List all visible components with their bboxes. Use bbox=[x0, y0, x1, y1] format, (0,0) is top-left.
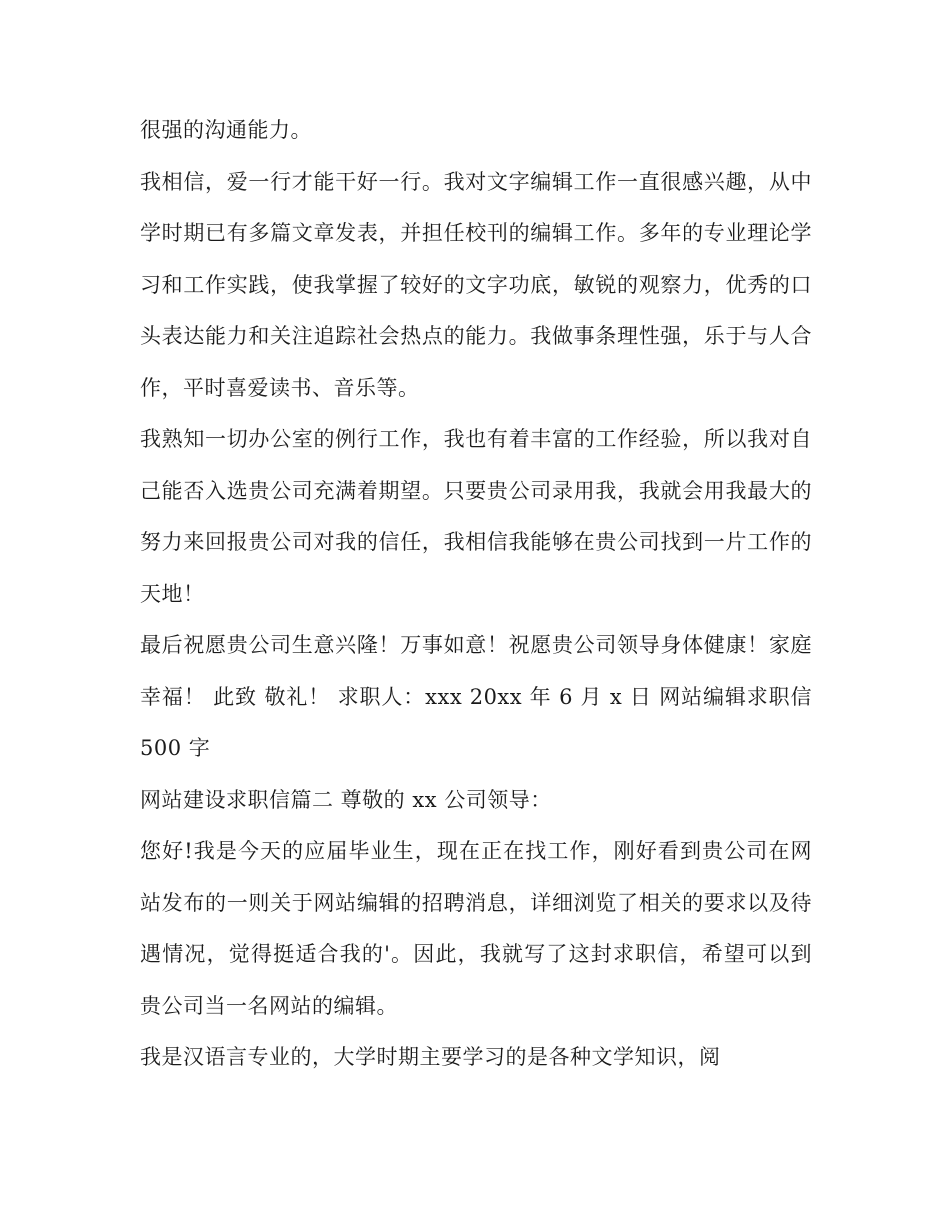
paragraph-7: 我是汉语言专业的，大学时期主要学习的是各种文学知识，阅 bbox=[140, 1045, 721, 1069]
paragraph-6: 您好!我是今天的应届毕业生，现在正在找工作，刚好看到贵公司在网站发布的一则关于网站编辑的招聘消息，详细浏览了相关的要求以及待遇情况，觉得挺适合我的'。因此，我就写了这封求职信，希望可以到贵公司当一名网站的编辑。 bbox=[140, 839, 812, 1018]
paragraph-2: 我相信，爱一行才能干好一行。我对文字编辑工作一直很感兴趣，从中学时期已有多篇文章发表，并担任校刊的编辑工作。多年的专业理论学习和工作实践，使我掌握了较好的文字功底，敏锐的观察力，优秀的口头表达能力和关注追踪社会热点的能力。我做事条理性强，乐于与人合作，平时喜爱读书、音乐等。 bbox=[140, 169, 812, 400]
paragraph-1: 很强的沟通能力。 bbox=[140, 118, 312, 142]
paragraph-3: 我熟知一切办公室的例行工作，我也有着丰富的工作经验，所以我对自己能否入选贵公司充满着期望。只要贵公司录用我，我就会用我最大的努力来回报贵公司对我的信任，我相信我能够在贵公司找到一片工作的天地！ bbox=[140, 427, 812, 606]
document-body bbox=[140, 105, 812, 1084]
paragraph-4: 最后祝愿贵公司生意兴隆！万事如意！祝愿贵公司领导身体健康！家庭幸福！ 此致 敬礼！ 求职人：xxx 20xx 年 6 月 x 日 网站编辑求职信 500 字 bbox=[140, 633, 812, 760]
paragraph-5: 网站建设求职信篇二 尊敬的 xx 公司领导： bbox=[140, 787, 552, 812]
